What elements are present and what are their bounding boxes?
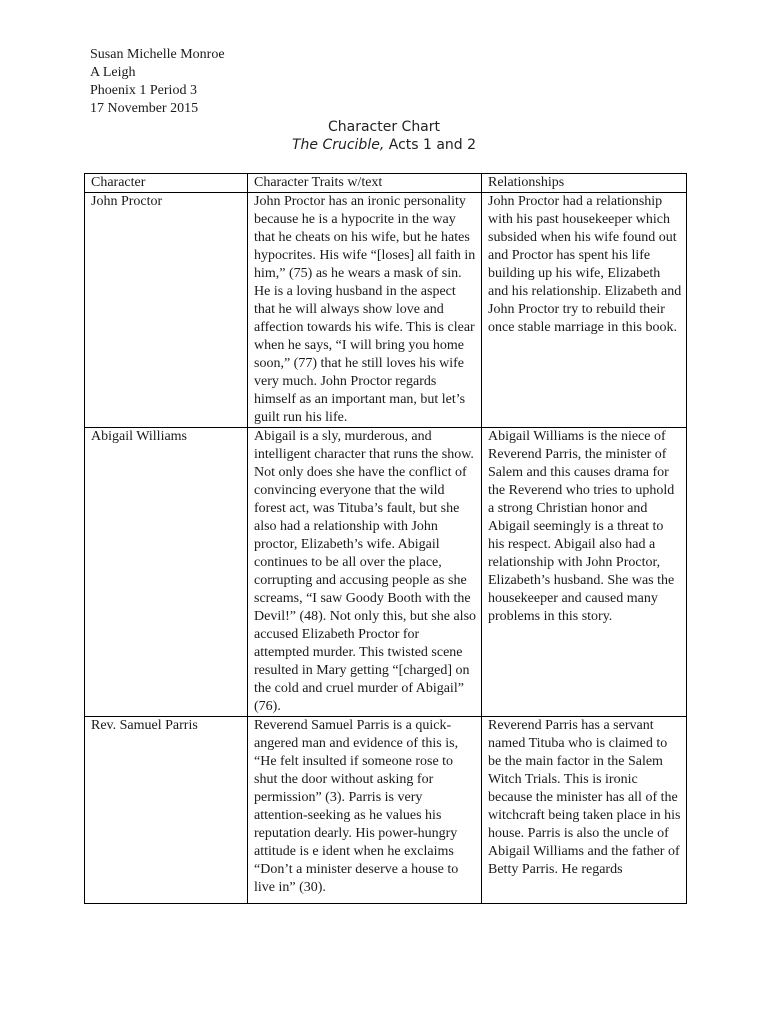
class-period: Phoenix 1 Period 3 [90,83,197,98]
student-name: Susan Michelle Monroe [90,47,225,62]
character-chart-table [84,173,687,904]
teacher-name: A Leigh [90,65,136,80]
character-traits: John Proctor has an ironic personality because he is a hypocrite in the way that he cheats on his wife, but he hates hypocrites. His wife “[loses] all faith in him,” (75) as he wears a mask of sin. He is a loving husband in the aspect that he will always show love and affection towards his wife. This is clear when he says, “I will bring you home soon,” (77) that he still loves his wife very much. John Proctor regards himself as an important man, but let’s guilt run his life. [248,193,482,428]
title-line: Character Chart [327,119,441,135]
header-traits: Character Traits w/text [248,174,482,193]
character-name: Abigail Williams [85,428,248,717]
table-row [85,193,687,428]
subtitle-line [0,136,768,154]
character-traits: Reverend Samuel Parris is a quick-angered man and evidence of this is, “He felt insulted if someone rose to shut the door without asking for permission” (3). Parris is very attention-seeking as he values his reputation dearly. His power-hungry attitude is e ident when he exclaims “Don’t a minister deserve a house to live in” (30). [248,717,482,904]
table-row [85,428,687,717]
character-name: Rev. Samuel Parris [85,717,248,904]
character-name: John Proctor [85,193,248,428]
header-relationships: Relationships [482,174,687,193]
assignment-date: 17 November 2015 [90,101,199,116]
header-character: Character [85,174,248,193]
document-title [0,118,768,154]
character-relationships [482,717,687,904]
table-header-row [85,174,687,193]
character-traits: Abigail is a sly, murderous, and intelligent character that runs the show. Not only does she have the conflict of convincing everyone that the wild forest act, was Tituba’s fault, but she also had a relationship with John proctor, Elizabeth’s wife. Abigail continues to be all over the place, corrupting and accusing people as she screams, “I saw Goody Booth with the Devil!” (48). Not only this, but she also accused Elizabeth Proctor for attempted murder. This twisted scene resulted in Mary getting “[charged] on the cold and cruel murder of Abigail” (76). [248,428,482,717]
table-row [85,717,687,904]
character-relationships: Abigail Williams is the niece of Reverend Parris, the minister of Salem and this causes drama for the Reverend who tries to uphold a strong Christian honor and Abigail seemingly is a threat to his respect. Abigail also had a relationship with John Proctor, Elizabeth’s husband. She was the housekeeper and caused many problems in this story. [482,428,687,717]
character-relationships: John Proctor had a relationship with his past housekeeper which subsided when his wife found out and Proctor has spent his life building up his wife, Elizabeth and his relationship. Elizabeth and John Proctor try to rebuild their once stable marriage in this book. [482,193,687,428]
student-header [90,46,225,118]
relationships-text: Reverend Parris has a servant named Tituba who is claimed to be the main factor in the Salem Witch Trials. This is ironic because the minister has all of the witchcraft being taken place in his house. Parris is also the uncle of Abigail Williams and the father of Betty Parris. He regards [488,718,681,877]
work-title: The Crucible, [291,137,385,153]
acts-label: Acts 1 and 2 [384,137,477,153]
